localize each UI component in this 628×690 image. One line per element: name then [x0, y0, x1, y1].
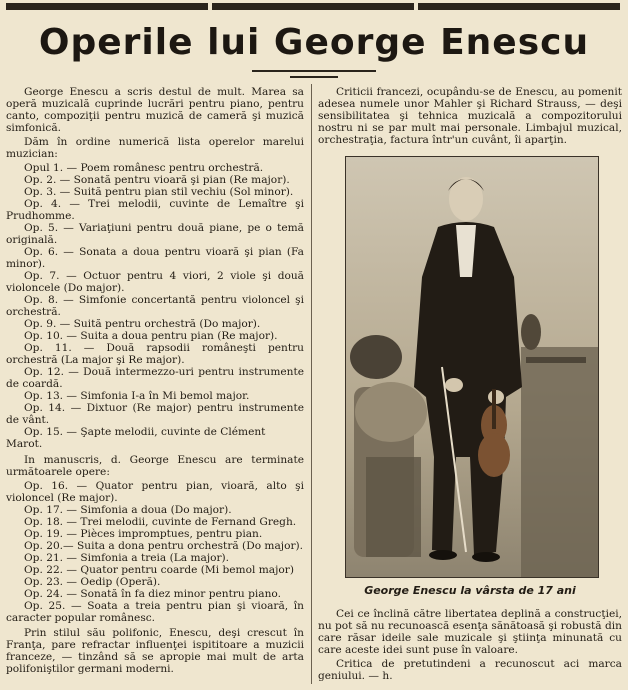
- photo-caption: George Enescu la vârsta de 17 ani: [364, 584, 576, 597]
- title-rule: [252, 70, 376, 72]
- right-bottom-text: [318, 608, 622, 684]
- column-divider: [311, 84, 312, 684]
- construction-paragraph: Cei ce înclină către libertatea deplină a construcţiei, nu pot să nu recunoască esenţa sănătoasă şi robustă din care răsar ideile sale muzicale şi ştiinţa minunată cu care aceste idei sunt puse în valoare.: [318, 608, 622, 656]
- opus-entry: Op. 20.— Suita a dona pentru orchestră (Do major).: [24, 540, 304, 552]
- opus-entry: Op. 24. — Sonată în fa diez minor pentru piano.: [24, 588, 281, 600]
- portrait-illustration: [346, 157, 598, 577]
- title-rule-short: [290, 76, 338, 78]
- left-column: [6, 86, 304, 677]
- opus-entry: Op. 25. — Soata a treia pentru pian şi vioară, în caracter popular românesc.: [6, 600, 304, 624]
- opus-entry: Op. 3. — Suită pentru pian stil vechiu (Sol minor).: [24, 186, 294, 198]
- critics-paragraph: Criticii francezi, ocupându-se de Enescu, au pomenit adesea numele unor Mahler şi Richard Strauss, — deşi sensibilitatea şi tehnica muzicală a compozitorului nostru ni se par mult mai personale. Limbajul muzical, orchestraţia, factura într'un cuvânt, îi aparţin.: [318, 86, 622, 146]
- list-intro: Dăm în ordine numerică lista operelor marelui muzician:: [6, 136, 304, 160]
- article-title: Operile lui George Enescu: [38, 22, 590, 63]
- opus-entry: Op. 12. — Două intermezzo-uri pentru instrumente de coardă.: [6, 366, 304, 390]
- manuscript-list: [6, 480, 304, 624]
- opus-entry: Op. 14. — Dixtuor (Re major) pentru instrumente de vânt.: [6, 402, 304, 426]
- opus-entry: Op. 13. — Simfonia I-a în Mi bemol major.: [24, 390, 250, 402]
- opus-entry: Op. 5. — Variaţiuni pentru două piane, pe o temă originală.: [6, 222, 304, 246]
- opus-entry: Op. 6. — Sonata a doua pentru vioară şi pian (Fa minor).: [6, 246, 304, 270]
- right-column: [318, 86, 622, 148]
- portrait-photo: [345, 156, 599, 578]
- opus-entry: Op. 15. — Şapte melodii, cuvinte de Clément Marot.: [6, 426, 266, 450]
- opus-entry: Op. 11. — Două rapsodii româneşti pentru orchestră (La major şi Re major).: [6, 342, 304, 366]
- opus-entry: Op. 22. — Quator pentru coarde (Mi bemol major): [24, 564, 294, 576]
- opus-entry: Op. 17. — Simfonia a doua (Do major).: [24, 504, 232, 516]
- intro-paragraph: George Enescu a scris destul de mult. Marea sa operă muzicală cuprinde lucrări pentru piano, pentru canto, compoziţii pentru muzică de cameră şi muzică simfonică.: [6, 86, 304, 134]
- genius-paragraph: Critica de pretutindeni a recunoscut aci marca geniului. — h.: [318, 658, 622, 682]
- opus-entry: Op. 2. — Sonată pentru vioară şi pian (Re major).: [24, 174, 290, 186]
- opus-entry: Op. 21. — Simfonia a treia (La major).: [24, 552, 230, 564]
- opus-entry: Op. 4. — Trei melodii, cuvinte de Lemaître şi Prudhomme.: [6, 198, 304, 222]
- opus-entry: Op. 19. — Pièces impromptues, pentru pian.: [24, 528, 263, 540]
- opus-list: [6, 162, 304, 450]
- opus-entry: Opul 1. — Poem românesc pentru orchestră.: [24, 162, 264, 174]
- opus-entry: Op. 8. — Simfonie concertantă pentru violoncel şi orchestră.: [6, 294, 304, 318]
- opus-entry: Op. 18. — Trei melodii, cuvinte de Fernand Gregh.: [24, 516, 297, 528]
- opus-entry: Op. 16. — Quator pentru pian, vioară, alto şi violoncel (Re major).: [6, 480, 304, 504]
- opus-entry: Op. 7. — Octuor pentru 4 viori, 2 viole şi două violoncele (Do major).: [6, 270, 304, 294]
- opus-entry: Op. 9. — Suită pentru orchestră (Do major).: [24, 318, 261, 330]
- header-rule: [6, 3, 620, 10]
- opus-entry: Op. 23. — Oedip (Operă).: [24, 576, 161, 588]
- closing-paragraph: Prin stilul său polifonic, Enescu, deşi crescut în Franţa, pare refractar influenţei ispititoare a muzicii franceze, — tinzând să se apropie mai mult de arta polifoniştilor germani moderni.: [6, 627, 304, 675]
- manuscript-intro: In manuscris, d. George Enescu are terminate următoarele opere:: [6, 454, 304, 478]
- opus-entry: Op. 10. — Suita a doua pentru pian (Re major).: [24, 330, 278, 342]
